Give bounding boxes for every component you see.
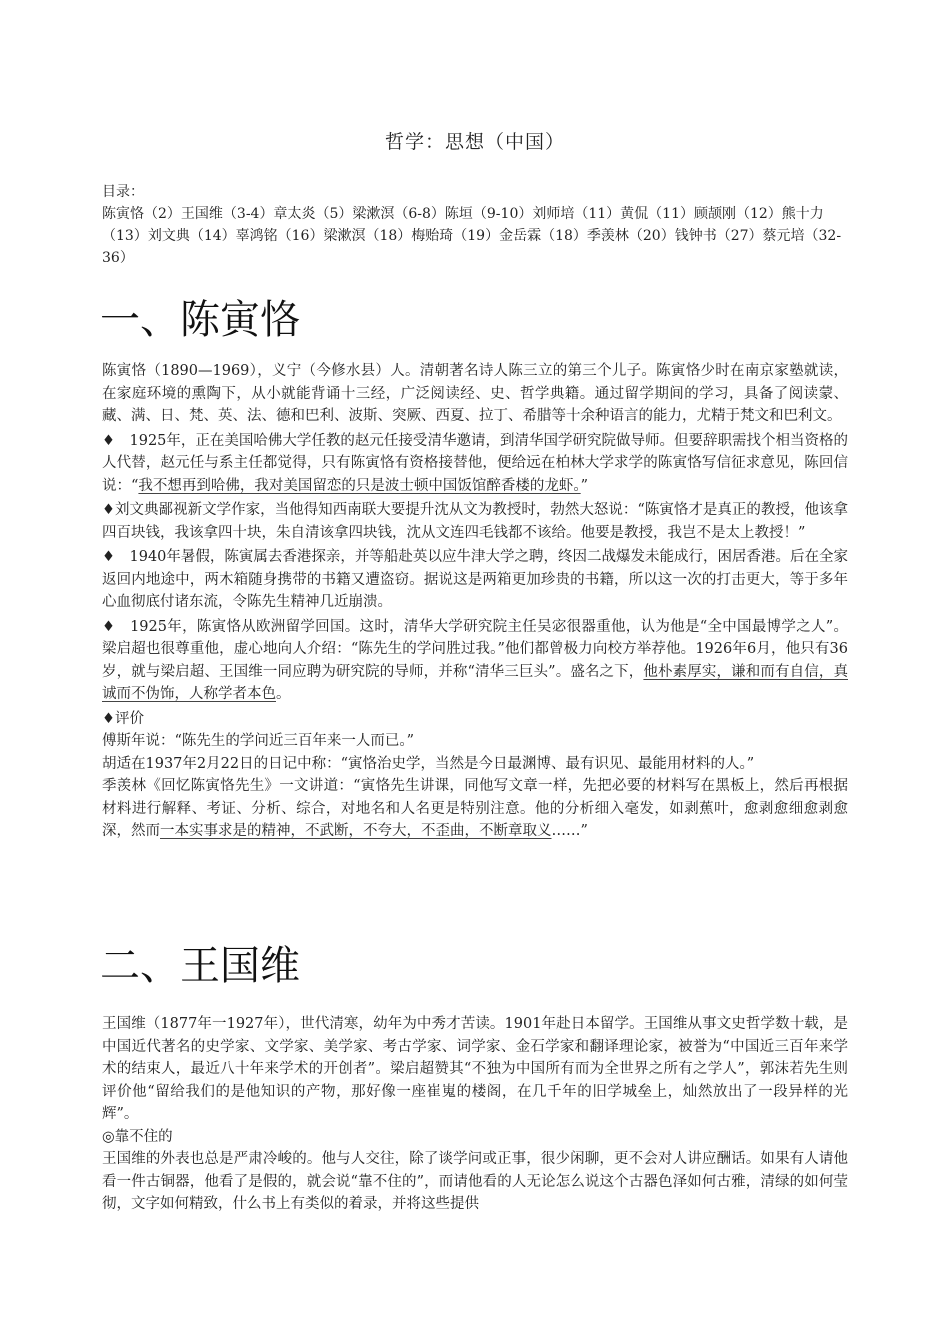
section-heading-wang-guowei: 二、王国维 [100, 943, 300, 989]
underlined-quote: 一本实事求是的精神，不武断，不夸大，不歪曲，不断章取义 [160, 823, 552, 839]
paragraph-anecdote-hongkong: ♦ 1940年暑假，陈寅属去香港探亲，并等船赴英以应牛津大学之聘，终因二战爆发未能成行，困居香港。后在全家返回内地途中，两木箱随身携带的书籍又遭盗窃。据说这是两箱更加珍贵的书籍，所以这一次的打击更大，等于多年心血彻底付诸东流，令陈先生精神几近崩溃。 [102, 549, 848, 610]
paragraph-anecdote: 王国维的外表也总是严肃冷峻的。他与人交往，除了谈学问或正事，很少闲聊，更不会对人讲应酬话。如果有人请他看一件古铜器，他看了是假的，就会说“靠不住的”，而请他看的人无论怎么说这个古器色泽如何古雅，清绿的如何莹彻，文字如何精致，什么书上有类似的着录，并将这些提供 [102, 1151, 848, 1212]
paragraph-text: ♦ 1925年，正在美国哈佛大学任教的赵元任接受清华邀请，到清华国学研究院做导师。但要辞职需找个相当资格的人代替，赵元任与系主任都觉得，只有陈寅恪有资格接替他，便给远在柏林大学求学的陈寅恪写信征求意见，陈回信说：“ [102, 432, 848, 494]
paragraph-ji-xianlin [102, 775, 848, 843]
paragraph-anecdote-harvard [102, 430, 848, 498]
document-title: 哲学：思想（中国） [384, 131, 565, 153]
paragraph-anecdote-liu-wendian: ♦刘文典鄙视新文学作家，当他得知西南联大要提升沈从文为教授时，勃然大怒说：“陈寅恪才是真正的教授，他该拿四百块钱，我该拿四十块，朱自清该拿四块钱，沈从文连四毛钱都不该给。他要是教授，我岂不是太上教授！” [102, 502, 848, 541]
section-body-wang-guowei [102, 1013, 848, 1216]
paragraph-text: 。 [276, 686, 291, 702]
paragraph-text: ♦ 1925年，陈寅恪从欧洲留学回国。这时，清华大学研究院主任吴宓很器重他，认为他是“全中国最博学之人”。梁启超也很尊重他，虚心地向人介绍：“陈先生的学问胜过我。”他们都曾极力向校方举荐他。1926年6月，他只有36岁，就与梁启超、王国维一同应聘为研究院的导师，并称“清华三巨头”。盛名之下， [102, 618, 848, 680]
paragraph-text: ” [580, 477, 589, 494]
paragraph-anecdote-tsinghua [102, 616, 848, 706]
table-of-contents [102, 181, 848, 269]
underlined-quote: 我不想再到哈佛，我对美国留恋的只是波士顿中国饭馆醉香楼的龙虾。 [138, 477, 581, 494]
section-body-chen-yinke [102, 360, 848, 843]
toc-entries: 陈寅恪（2）王国维（3-4）章太炎（5）梁漱溟（6-8）陈垣（9-10）刘师培（11）黄侃（11）顾颉刚（12）熊十力（13）刘文典（14）辜鸿铭（16）梁漱溟（18）梅贻琦（19）金岳霖（18）季羡林（20）钱钟书（27）蔡元培（32-36） [102, 206, 842, 266]
toc-label: 目录： [102, 184, 144, 200]
paragraph-fu-sinian: 傅斯年说：“陈先生的学问近三百年来一人而已。” [102, 733, 415, 749]
paragraph-intro: 王国维（1877年一1927年），世代清寒，幼年为中秀才苦读。1901年赴日本留学。王国维从事文史哲学数十载，是中国近代著名的史学家、文学家、美学家、考古学家、词学家、金石学家和翻译理论家，被誉为“中国近三百年来学术的结束人，最近八十年来学术的开创者”。梁启超赞其“不独为中国所有而为全世界之所有之学人”，郭沫若先生则评价他“留给我们的是他知识的产物，那好像一座崔嵬的楼阁，在几千年的旧学城垒上，灿然放出了一段异样的光辉”。 [102, 1016, 848, 1122]
paragraph-intro: 陈寅恪（1890—1969），义宁（今修水县）人。清朝著名诗人陈三立的第三个儿子。陈寅恪少时在南京家塾就读，在家庭环境的熏陶下，从小就能背诵十三经，广泛阅读经、史、哲学典籍。通过留学期间的学习，具备了阅读蒙、藏、满、日、梵、英、法、德和巴利、波斯、突厥、西夏、拉丁、希腊等十余种语言的能力，尤精于梵文和巴利文。 [102, 363, 848, 424]
paragraph-text: ……” [551, 823, 588, 839]
section-heading-chen-yinke: 一、陈寅恪 [100, 297, 300, 343]
paragraph-text: 季羡林《回忆陈寅恪先生》一文讲道：“寅恪先生讲课，同他写文章一样，先把必要的材料写在黑板上，然后再根据材料进行解释、考证、分析、综合，对地名和人名更是特别注意。他的分析细入毫发，如剥蕉叶，愈剥愈细愈剥愈深，然而 [102, 778, 848, 839]
paragraph-hu-shi: 胡适在1937年2月22日的日记中称：“寅恪治史学，当然是今日最渊博、最有识见、最能用材料的人。” [102, 755, 755, 772]
paragraph-subheading: ◎靠不住的 [102, 1128, 173, 1145]
underlined-quote: 他朴素厚实，谦和而有自信，真诚而不伪饰，人称学者本色 [102, 663, 848, 702]
paragraph-evaluation-label: ♦评价 [102, 710, 144, 727]
